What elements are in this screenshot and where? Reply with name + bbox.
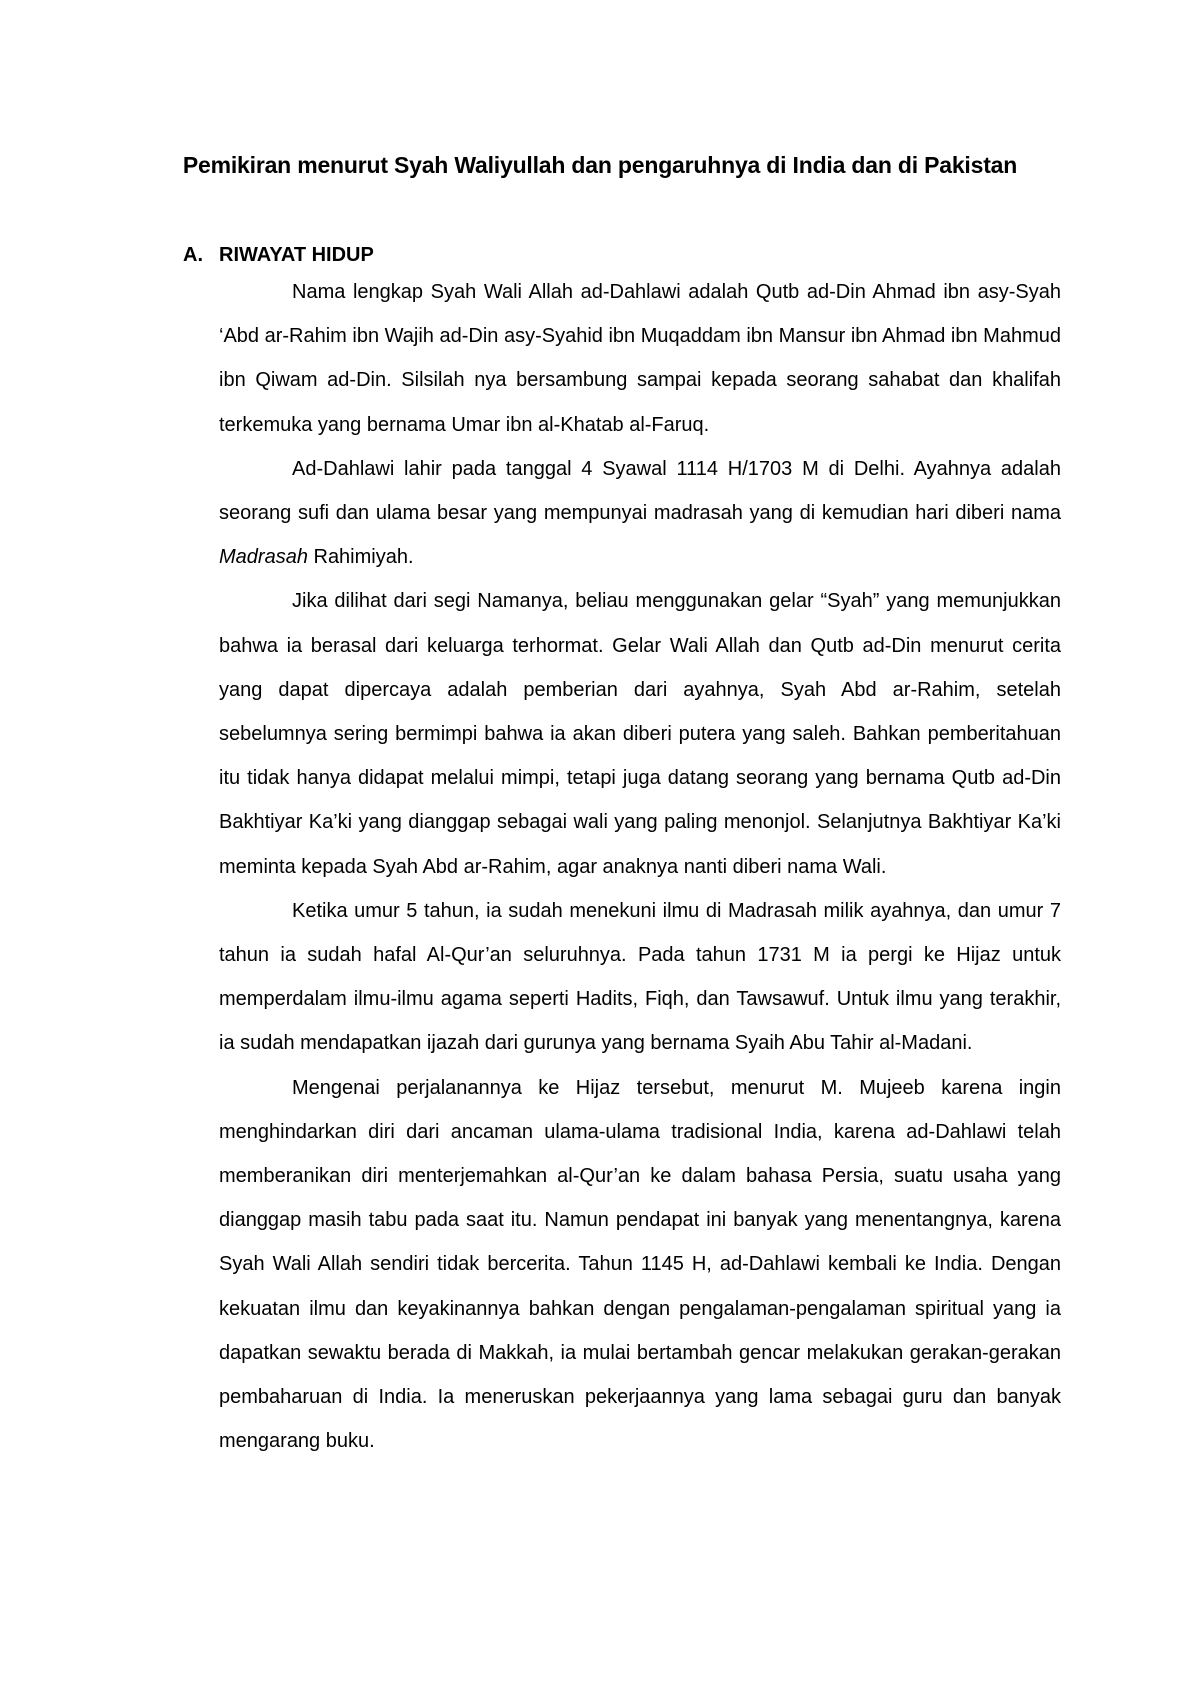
paragraph-kelahiran-italic: Madrasah bbox=[219, 546, 308, 569]
paragraph-pendidikan: Ketika umur 5 tahun, ia sudah menekuni ilmu di Madrasah milik ayahnya, dan umur 7 tahun ia sudah hafal Al-Qur’an seluruhnya. Pada tahun 1731 M ia pergi ke Hijaz untuk memperdalam ilmu-ilmu agama seperti Hadits, Fiqh, dan Tawsawuf. Untuk ilmu yang terakhir, ia sudah mendapatkan ijazah dari gurunya yang bernama Syaih Abu Tahir al-Madani. bbox=[219, 899, 1061, 1055]
document-title: Pemikiran menurut Syah Waliyullah dan pengaruhnya di India dan di Pakistan bbox=[182, 152, 1018, 178]
paragraph-kelahiran-text-before: Ad-Dahlawi lahir pada tanggal 4 Syawal 1114 H/1703 M di Delhi. Ayahnya adalah seorang sufi dan ulama besar yang mempunyai madrasah yang di kemudian hari diberi nama bbox=[219, 457, 1061, 525]
section-letter: A. bbox=[183, 244, 203, 266]
paragraph-kelahiran bbox=[219, 447, 1061, 580]
paragraph-gelar: Jika dilihat dari segi Namanya, beliau menggunakan gelar “Syah” yang memunjukkan bahwa ia berasal dari keluarga terhormat. Gelar Wali Allah dan Qutb ad-Din menurut cerita yang dapat dipercaya adalah pemberian dari ayahnya, Syah Abd ar-Rahim, setelah sebelumnya sering bermimpi bahwa ia akan diberi putera yang saleh. Bahkan pemberitahuan itu tidak hanya didapat melalui mimpi, tetapi juga datang seorang yang bernama Qutb ad-Din Bakhtiyar Ka’ki yang dianggap sebagai wali yang paling menonjol. Selanjutnya Bakhtiyar Ka’ki meminta kepada Syah Abd ar-Rahim, agar anaknya nanti diberi nama Wali. bbox=[219, 590, 1061, 878]
paragraph-nama-lengkap: Nama lengkap Syah Wali Allah ad-Dahlawi adalah Qutb ad-Din Ahmad ibn asy-Syah ‘Abd ar-Rahim ibn Wajih ad-Din asy-Syahid ibn Muqaddam ibn Mansur ibn Ahmad ibn Mahmud ibn Qiwam ad-Din. Silsilah nya bersambung sampai kepada seorang sahabat dan khalifah terkemuka yang bernama Umar ibn al-Khatab al-Faruq. bbox=[219, 281, 1061, 436]
section-body bbox=[219, 270, 1061, 1463]
paragraph-kelahiran-text-after: Rahimiyah. bbox=[307, 546, 414, 569]
section-heading bbox=[183, 242, 374, 268]
paragraph-perjalanan-hijaz: Mengenai perjalanannya ke Hijaz tersebut, menurut M. Mujeeb karena ingin menghindarkan diri dari ancaman ulama-ulama tradisional India, karena ad-Dahlawi telah memberanikan diri menterjemahkan al-Qur’an ke dalam bahasa Persia, suatu usaha yang dianggap masih tabu pada saat itu. Namun pendapat ini banyak yang menentangnya, karena Syah Wali Allah sendiri tidak bercerita. Tahun 1145 H, ad-Dahlawi kembali ke India. Dengan kekuatan ilmu dan keyakinannya bahkan dengan pengalaman-pengalaman spiritual yang ia dapatkan sewaktu berada di Makkah, ia mulai bertambah gencar melakukan gerakan-gerakan pembaharuan di India. Ia meneruskan pekerjaannya yang lama sebagai guru dan banyak mengarang buku. bbox=[219, 1076, 1061, 1453]
section-heading-text: RIWAYAT HIDUP bbox=[219, 244, 374, 266]
